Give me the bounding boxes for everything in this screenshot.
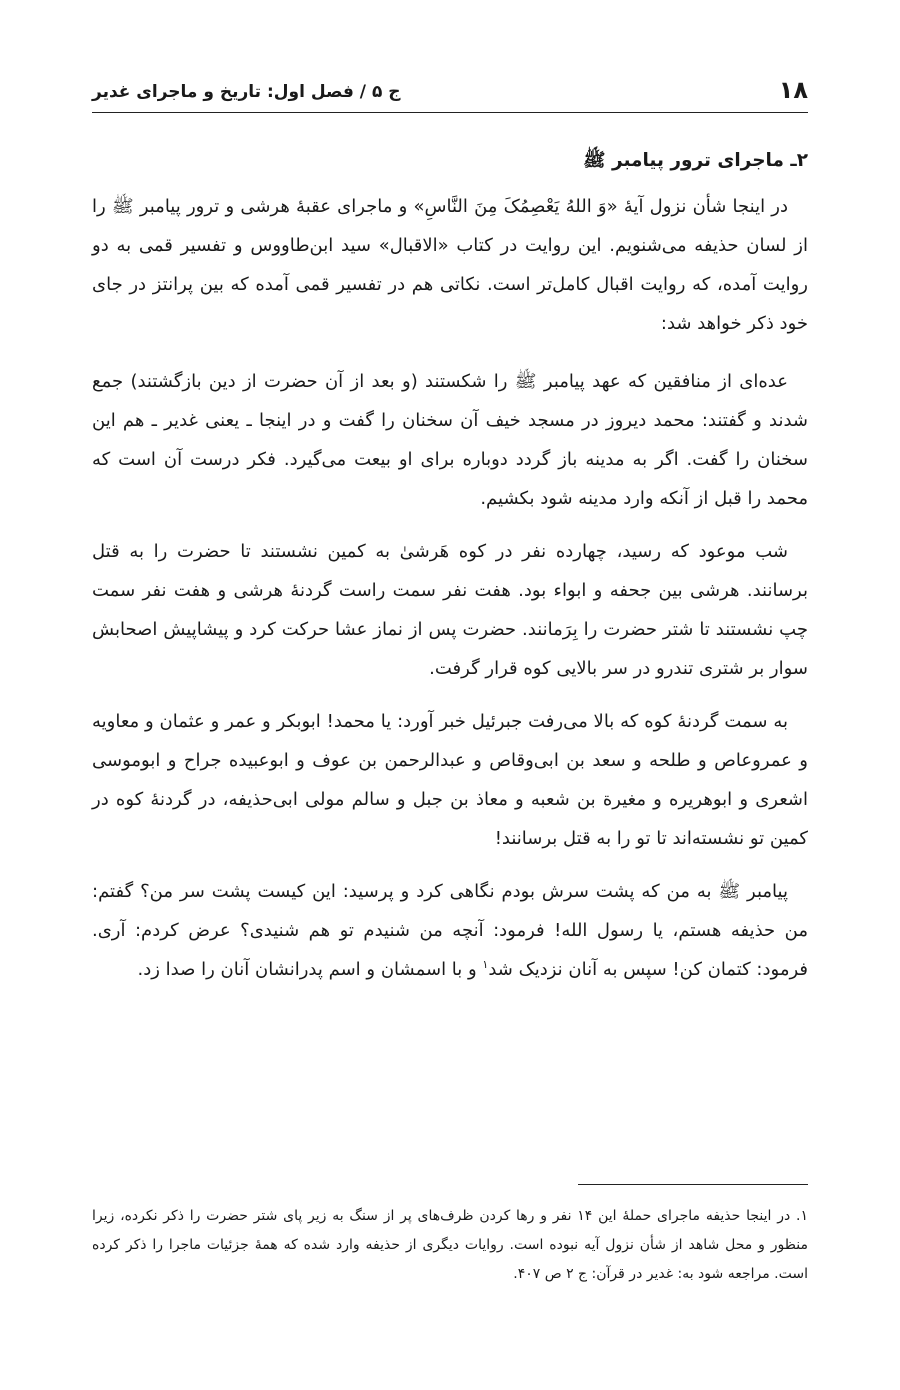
footnote: ۱. در اینجا حذیفه ماجرای حملهٔ این ۱۴ نفر و رها کردن ظرف‌های پر از سنگ به زیر پای شتر حضرت را ذکر نکرده، زیرا منظور و محل شاهد از شأن نزول آیه نبوده است. روایات دیگری از حذیفه وارد شده که همهٔ جزئیات ماجرا را ذکر کرده است. مراجعه شود به: غدیر در قرآن: ج ۲ ص ۴۰۷. bbox=[92, 1208, 808, 1282]
footnote-reference[interactable]: ۱ bbox=[482, 958, 489, 971]
page-content bbox=[92, 143, 808, 1003]
section-heading: ۲ـ ماجرای ترور پیامبر ﷺ bbox=[583, 150, 808, 171]
running-title: ج ۵ / فصل اول: تاریخ و ماجرای غدیر bbox=[92, 82, 401, 102]
page-number: ۱۸ bbox=[778, 76, 808, 104]
paragraph-gabriel: به سمت گردنهٔ کوه که بالا می‌رفت جبرئیل خبر آورد: یا محمد! ابوبکر و عمر و عثمان و معاویه و عمروعاص و طلحه و سعد بن ابی‌وقاص و عبدالرحمن بن عوف و ابوعبیده جراح و ابوموسی اشعری و ابوهریره و مغیرة بن شعبه و معاذ بن جبل و سالم مولی ابی‌حذیفه، در گردنهٔ کوه در کمین تو نشسته‌اند تا تو را به قتل برسانند! bbox=[92, 711, 808, 849]
paragraph-intro: در اینجا شأن نزول آیهٔ «وَ اللهُ یَعْصِمُکَ مِنَ النَّاسِ» و ماجرای عقبهٔ هرشی و ترور پیامبر ﷺ را از لسان حذیفه می‌شنویم. این روایت در کتاب «الاقبال» سید ابن‌طاووس و تفسیر قمی به دو روایت آمده، که روایت اقبال کامل‌تر است. نکاتی هم در تفسیر قمی آمده که بین پرانتز در جای خود ذکر خواهد شد: bbox=[92, 196, 808, 334]
book-page bbox=[92, 0, 808, 1390]
paragraph-conspiracy: عده‌ای از منافقین که عهد پیامبر ﷺ را شکستند (و بعد از آن حضرت از دین بازگشتند) جمع شدند و گفتند: محمد دیروز در مسجد خیف آن سخنان را گفت و در اینجا ـ یعنی غدیر ـ هم این سخنان را گفت. اگر به مدینه باز گردد دوباره برای او بیعت می‌گیرد. فکر درست آن است که محمد را قبل از آنکه وارد مدینه شود بکشیم. bbox=[92, 371, 808, 509]
page-header bbox=[92, 74, 808, 113]
paragraph-hudhayfa-text-end: و با اسمشان و اسم پدرانشان آنان را صدا زد. bbox=[137, 959, 483, 980]
paragraph-hudhayfa bbox=[92, 872, 808, 989]
paragraph-hudhayfa-text: پیامبر ﷺ به من که پشت سرش بودم نگاهی کرد و پرسید: این کیست پشت سر من؟ گفتم: من حذیفه هستم، یا رسول الله! فرمود: آنچه من شنیدم تو هم شنیدی؟ عرض کردم: آری. فرمود: کتمان کن! سپس به آنان نزدیک شد bbox=[92, 881, 808, 980]
footnote-divider bbox=[578, 1184, 808, 1185]
paragraph-ambush: شب موعود که رسید، چهارده نفر در کوه هَرشیٰ به کمین نشستند تا حضرت را به قتل برسانند. هرشی بین جحفه و ابواء بود. هفت نفر سمت راست گردنهٔ هرشی و هفت نفر سمت چپ نشستند تا شتر حضرت را بِرَمانند. حضرت پس از نماز عشا حرکت کرد و پیشاپیش اصحابش سوار بر شتری تندرو در سر بالایی کوه قرار گرفت. bbox=[92, 541, 808, 679]
